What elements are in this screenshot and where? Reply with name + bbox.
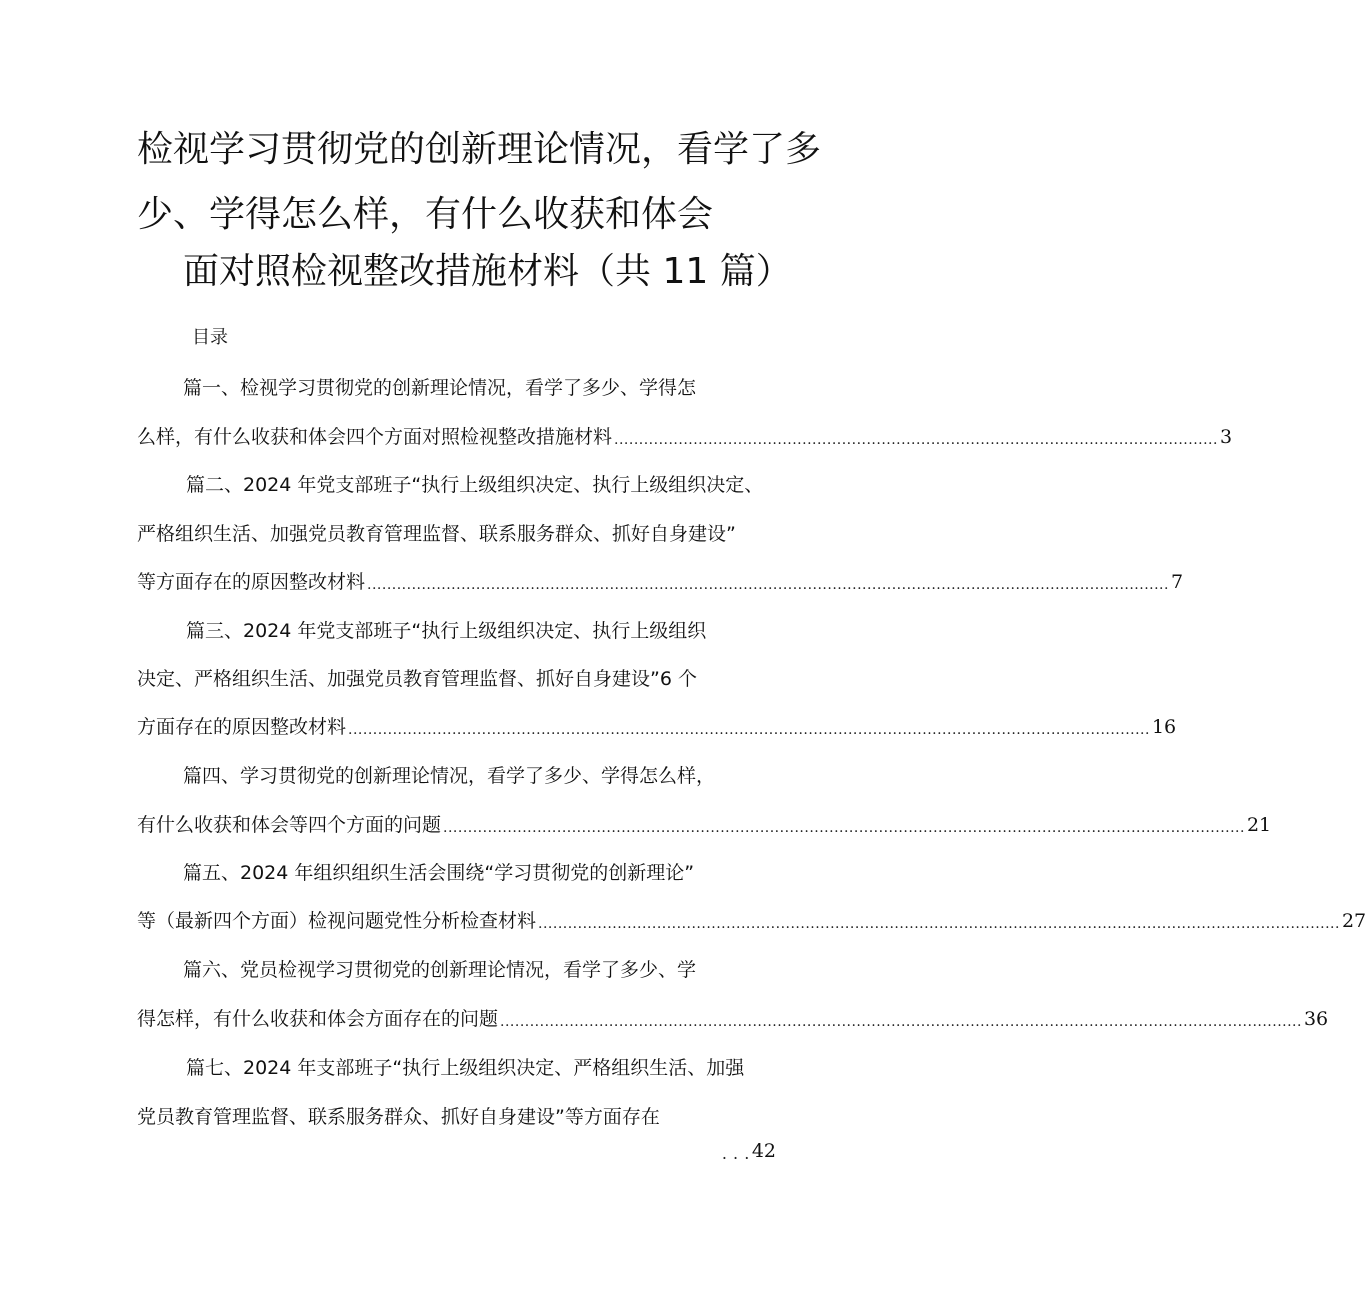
toc-entry-5-text: 等（最新四个方面）检视问题党性分析检查材料 <box>137 910 537 932</box>
toc-entry-1-page: 3 <box>1219 426 1233 448</box>
toc-entry-2-line-1: 篇二、2024 年党支部班子“执行上级组织决定、执行上级组织决定、 <box>186 474 764 496</box>
toc-entry-5[interactable] <box>137 907 1366 935</box>
toc-entry-5-leader: .................................................................................................................................................................. <box>538 916 1340 932</box>
toc-entry-3[interactable] <box>137 713 1177 741</box>
toc-entry-6-leader: .................................................................................................................................................................. <box>500 1014 1302 1030</box>
toc-entry-6-page: 36 <box>1303 1008 1329 1030</box>
toc-entry-7-line-2: 党员教育管理监督、联系服务群众、抓好自身建设”等方面存在 <box>137 1106 660 1128</box>
toc-entry-1-leader: .......................................................................................................................... <box>614 432 1218 448</box>
toc-entry-5-line-1: 篇五、2024 年组织组织生活会围绕“学习贯彻党的创新理论” <box>183 862 695 884</box>
toc-entry-2-leader: .................................................................................................................................................................. <box>367 577 1169 593</box>
toc-entry-4-page: 21 <box>1246 814 1272 836</box>
toc-entry-6-text: 得怎样，有什么收获和体会方面存在的问题 <box>137 1008 499 1030</box>
toc-entry-1[interactable] <box>137 423 1233 451</box>
toc-entry-4-line-1: 篇四、学习贯彻党的创新理论情况，看学了多少、学得怎么样， <box>183 765 716 787</box>
toc-entry-1-line-1: 篇一、检视学习贯彻党的创新理论情况，看学了多少、学得怎 <box>183 377 697 399</box>
toc-entry-7[interactable] <box>718 1137 776 1165</box>
toc-entry-5-page: 27 <box>1341 910 1366 932</box>
toc-entry-2-page: 7 <box>1170 571 1184 593</box>
toc-entry-3-line-1: 篇三、2024 年党支部班子“执行上级组织决定、执行上级组织 <box>186 620 707 642</box>
title-line-1: 检视学习贯彻党的创新理论情况，看学了多 <box>137 129 822 170</box>
toc-entry-6[interactable] <box>137 1005 1329 1033</box>
toc-entry-2-text: 等方面存在的原因整改材料 <box>137 571 366 593</box>
toc-entry-4-text: 有什么收获和体会等四个方面的问题 <box>137 814 442 836</box>
toc-entry-7-page: 42 <box>751 1140 776 1162</box>
toc-entry-1-text: 么样，有什么收获和体会四个方面对照检视整改措施材料 <box>137 426 613 448</box>
title-line-3: 面对照检视整改措施材料（共 11 篇） <box>183 251 792 292</box>
toc-heading: 目录 <box>192 327 228 348</box>
toc-entry-3-line-2: 决定、严格组织生活、加强党员教育管理监督、抓好自身建设”6 个 <box>137 668 697 690</box>
toc-entry-4-leader: .................................................................................................................................................................. <box>443 820 1245 836</box>
toc-entry-4[interactable] <box>137 811 1272 839</box>
toc-entry-7-leader: . . . <box>721 1144 750 1163</box>
toc-entry-6-line-1: 篇六、党员检视学习贯彻党的创新理论情况，看学了多少、学 <box>183 959 697 981</box>
toc-entry-3-page: 16 <box>1151 716 1177 738</box>
toc-entry-2[interactable] <box>137 568 1184 596</box>
title-line-2: 少、学得怎么样，有什么收获和体会 <box>137 194 714 235</box>
toc-entry-2-line-2: 严格组织生活、加强党员教育管理监督、联系服务群众、抓好自身建设” <box>137 523 736 545</box>
toc-entry-3-text: 方面存在的原因整改材料 <box>137 716 347 738</box>
toc-entry-3-leader: .................................................................................................................................................................. <box>348 722 1150 738</box>
toc-entry-7-line-1: 篇七、2024 年支部班子“执行上级组织决定、严格组织生活、加强 <box>186 1057 745 1079</box>
